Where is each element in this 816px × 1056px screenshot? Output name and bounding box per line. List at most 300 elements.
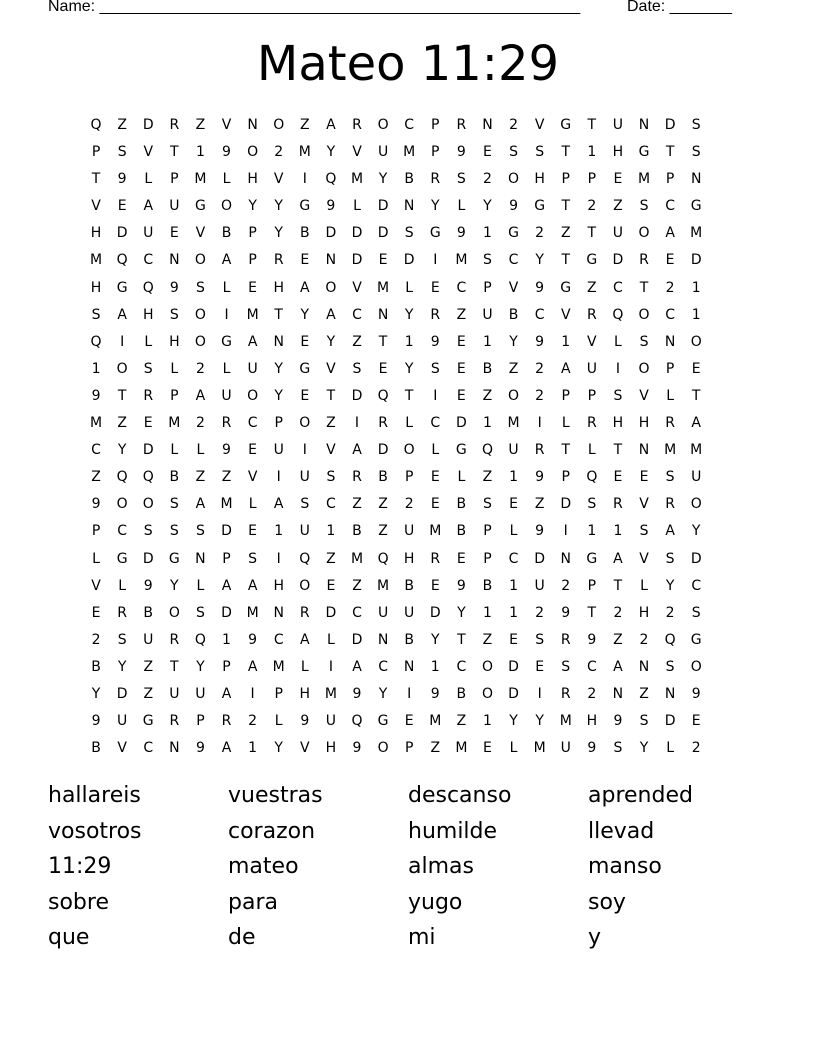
grid-letter[interactable]: Y bbox=[326, 333, 336, 350]
grid-letter[interactable]: 9 bbox=[456, 225, 466, 242]
grid-letter[interactable]: E bbox=[143, 415, 153, 432]
grid-letter[interactable]: C bbox=[456, 658, 467, 675]
grid-letter[interactable]: R bbox=[560, 685, 571, 702]
grid-letter[interactable]: Z bbox=[456, 306, 467, 323]
grid-letter[interactable]: V bbox=[273, 171, 284, 188]
grid-letter[interactable]: E bbox=[300, 387, 310, 404]
grid-letter[interactable]: G bbox=[221, 333, 232, 350]
grid-letter[interactable]: C bbox=[586, 658, 597, 675]
grid-letter[interactable]: U bbox=[377, 604, 389, 621]
grid-letter[interactable]: D bbox=[221, 523, 232, 540]
grid-letter[interactable]: R bbox=[299, 604, 310, 621]
grid-letter[interactable]: H bbox=[299, 685, 311, 702]
grid-letter[interactable]: 9 bbox=[300, 713, 310, 730]
grid-letter[interactable]: M bbox=[690, 225, 703, 242]
grid-letter[interactable]: H bbox=[403, 550, 415, 567]
grid-letter[interactable]: U bbox=[221, 387, 232, 404]
grid-letter[interactable]: Z bbox=[143, 658, 154, 675]
grid-letter[interactable]: V bbox=[534, 117, 545, 133]
grid-letter[interactable]: S bbox=[483, 252, 492, 269]
grid-letter[interactable]: U bbox=[586, 360, 597, 377]
grid-letter[interactable]: Y bbox=[665, 577, 675, 594]
grid-letter[interactable]: 2 bbox=[404, 496, 414, 513]
grid-letter[interactable]: N bbox=[638, 117, 650, 133]
grid-letter[interactable]: A bbox=[117, 306, 127, 323]
grid-letter[interactable]: E bbox=[248, 279, 258, 296]
grid-letter[interactable]: D bbox=[377, 225, 389, 242]
grid-letter[interactable]: Z bbox=[300, 117, 310, 133]
grid-letter[interactable]: A bbox=[665, 225, 675, 242]
grid-letter[interactable]: Z bbox=[378, 523, 388, 540]
grid-letter[interactable]: 9 bbox=[613, 713, 623, 730]
grid-letter[interactable]: O bbox=[508, 171, 520, 188]
grid-letter[interactable]: D bbox=[403, 252, 415, 269]
grid-letter[interactable]: S bbox=[404, 225, 414, 242]
grid-letter[interactable]: S bbox=[169, 306, 179, 323]
grid-letter[interactable]: R bbox=[169, 713, 180, 730]
grid-letter[interactable]: O bbox=[377, 117, 389, 133]
grid-letter[interactable]: 1 bbox=[561, 333, 571, 350]
grid-letter[interactable]: H bbox=[90, 279, 102, 296]
grid-letter[interactable]: A bbox=[326, 117, 336, 133]
grid-letter[interactable]: E bbox=[300, 252, 310, 269]
grid-letter[interactable]: L bbox=[222, 360, 231, 377]
grid-letter[interactable]: H bbox=[612, 144, 624, 161]
grid-letter[interactable]: A bbox=[300, 279, 310, 296]
grid-letter[interactable]: P bbox=[483, 550, 492, 567]
grid-letter[interactable]: T bbox=[561, 144, 571, 161]
grid-letter[interactable]: E bbox=[456, 333, 466, 350]
grid-letter[interactable]: V bbox=[91, 577, 101, 594]
grid-letter[interactable]: P bbox=[170, 171, 179, 188]
grid-letter[interactable]: Y bbox=[404, 306, 414, 323]
grid-letter[interactable]: Z bbox=[482, 631, 493, 648]
grid-letter[interactable]: 2 bbox=[639, 631, 649, 648]
grid-letter[interactable]: A bbox=[221, 577, 232, 594]
grid-letter[interactable]: A bbox=[273, 496, 284, 513]
grid-letter[interactable]: S bbox=[143, 523, 153, 540]
grid-letter[interactable]: B bbox=[404, 631, 414, 648]
grid-letter[interactable]: M bbox=[90, 252, 103, 269]
grid-letter[interactable]: D bbox=[377, 442, 389, 459]
grid-letter[interactable]: E bbox=[248, 442, 258, 459]
grid-letter[interactable]: T bbox=[561, 198, 571, 215]
grid-letter[interactable]: S bbox=[691, 144, 701, 161]
grid-letter[interactable]: A bbox=[195, 387, 206, 404]
grid-letter[interactable]: Y bbox=[170, 577, 179, 594]
grid-letter[interactable]: O bbox=[247, 144, 259, 161]
grid-letter[interactable]: Y bbox=[509, 333, 518, 350]
grid-letter[interactable]: T bbox=[457, 631, 466, 648]
grid-letter[interactable]: I bbox=[224, 306, 229, 323]
grid-letter[interactable]: U bbox=[508, 442, 519, 459]
grid-letter[interactable]: T bbox=[170, 144, 179, 161]
grid-letter[interactable]: Y bbox=[274, 198, 283, 215]
grid-letter[interactable]: M bbox=[324, 685, 337, 702]
grid-letter[interactable]: H bbox=[638, 604, 650, 621]
grid-letter[interactable]: Z bbox=[143, 685, 154, 702]
grid-letter[interactable]: L bbox=[561, 415, 570, 432]
grid-letter[interactable]: 9 bbox=[587, 631, 597, 648]
grid-letter[interactable]: D bbox=[455, 415, 467, 432]
grid-letter[interactable]: Q bbox=[142, 279, 154, 296]
grid-letter[interactable]: 9 bbox=[222, 144, 231, 161]
grid-letter[interactable]: S bbox=[535, 144, 545, 161]
grid-letter[interactable]: O bbox=[194, 252, 206, 269]
grid-letter[interactable]: H bbox=[273, 279, 284, 296]
grid-letter[interactable]: P bbox=[665, 171, 675, 188]
grid-letter[interactable]: E bbox=[691, 713, 701, 730]
grid-letter[interactable]: T bbox=[117, 387, 127, 404]
grid-letter[interactable]: 9 bbox=[352, 740, 362, 757]
grid-letter[interactable]: S bbox=[169, 496, 179, 513]
grid-letter[interactable]: D bbox=[351, 252, 363, 269]
grid-letter[interactable]: Z bbox=[482, 469, 493, 486]
grid-letter[interactable]: 2 bbox=[535, 225, 545, 242]
grid-letter[interactable]: U bbox=[691, 469, 702, 486]
grid-letter[interactable]: L bbox=[300, 658, 309, 675]
grid-letter[interactable]: D bbox=[325, 225, 337, 242]
grid-letter[interactable]: 1 bbox=[691, 279, 701, 296]
grid-letter[interactable]: O bbox=[690, 333, 702, 350]
grid-letter[interactable]: B bbox=[352, 523, 362, 540]
grid-letter[interactable]: V bbox=[587, 333, 597, 350]
grid-letter[interactable]: Z bbox=[352, 496, 362, 513]
grid-letter[interactable]: Y bbox=[509, 713, 518, 730]
grid-letter[interactable]: V bbox=[91, 198, 101, 215]
grid-letter[interactable]: 2 bbox=[665, 604, 675, 621]
grid-letter[interactable]: 2 bbox=[535, 604, 545, 621]
grid-letter[interactable]: H bbox=[325, 740, 337, 757]
grid-letter[interactable]: R bbox=[639, 252, 649, 269]
grid-letter[interactable]: D bbox=[377, 198, 389, 215]
grid-letter[interactable]: T bbox=[691, 387, 701, 404]
grid-letter[interactable]: D bbox=[142, 442, 154, 459]
grid-letter[interactable]: 9 bbox=[143, 577, 153, 594]
grid-letter[interactable]: R bbox=[613, 496, 623, 513]
grid-letter[interactable]: 9 bbox=[561, 604, 571, 621]
grid-letter[interactable]: Y bbox=[483, 198, 492, 215]
grid-letter[interactable]: E bbox=[483, 144, 492, 161]
grid-letter[interactable]: U bbox=[612, 117, 624, 133]
grid-letter[interactable]: R bbox=[352, 117, 362, 133]
grid-letter[interactable]: L bbox=[248, 496, 257, 513]
grid-letter[interactable]: M bbox=[298, 144, 311, 161]
grid-letter[interactable]: L bbox=[196, 442, 205, 459]
grid-letter[interactable]: T bbox=[91, 171, 101, 188]
grid-letter[interactable]: N bbox=[482, 117, 493, 133]
grid-letter[interactable]: D bbox=[116, 685, 128, 702]
grid-letter[interactable]: T bbox=[404, 387, 414, 404]
grid-letter[interactable]: H bbox=[612, 415, 624, 432]
grid-letter[interactable]: L bbox=[640, 577, 648, 594]
grid-letter[interactable]: R bbox=[117, 604, 127, 621]
grid-letter[interactable]: N bbox=[169, 740, 180, 757]
grid-letter[interactable]: S bbox=[352, 360, 362, 377]
grid-letter[interactable]: M bbox=[403, 144, 416, 161]
grid-letter[interactable]: G bbox=[377, 713, 389, 730]
grid-letter[interactable]: T bbox=[378, 333, 388, 350]
grid-letter[interactable]: O bbox=[638, 225, 650, 242]
grid-letter[interactable]: M bbox=[533, 740, 546, 757]
grid-letter[interactable]: T bbox=[587, 604, 597, 621]
grid-letter[interactable]: S bbox=[665, 658, 675, 675]
grid-letter[interactable]: S bbox=[195, 279, 205, 296]
grid-letter[interactable]: P bbox=[274, 415, 283, 432]
grid-letter[interactable]: O bbox=[168, 604, 180, 621]
grid-letter[interactable]: U bbox=[299, 469, 310, 486]
grid-letter[interactable]: P bbox=[483, 279, 492, 296]
grid-letter[interactable]: Z bbox=[639, 685, 649, 702]
grid-letter[interactable]: Q bbox=[377, 387, 389, 404]
grid-letter[interactable]: 2 bbox=[587, 685, 597, 702]
grid-letter[interactable]: N bbox=[273, 333, 284, 350]
grid-letter[interactable]: O bbox=[690, 496, 702, 513]
grid-letter[interactable]: C bbox=[508, 252, 519, 269]
grid-letter[interactable]: D bbox=[429, 604, 441, 621]
grid-letter[interactable]: L bbox=[144, 333, 153, 350]
grid-letter[interactable]: 2 bbox=[535, 360, 545, 377]
grid-letter[interactable]: M bbox=[272, 658, 285, 675]
grid-letter[interactable]: 2 bbox=[248, 713, 258, 730]
grid-letter[interactable]: N bbox=[664, 685, 676, 702]
grid-letter[interactable]: T bbox=[561, 252, 571, 269]
grid-letter[interactable]: 2 bbox=[535, 387, 545, 404]
grid-letter[interactable]: D bbox=[351, 387, 363, 404]
grid-letter[interactable]: A bbox=[221, 685, 232, 702]
grid-letter[interactable]: U bbox=[247, 360, 258, 377]
grid-letter[interactable]: 9 bbox=[509, 198, 518, 215]
grid-letter[interactable]: 9 bbox=[535, 279, 545, 296]
grid-letter[interactable]: Z bbox=[613, 198, 623, 215]
grid-letter[interactable]: E bbox=[509, 496, 518, 513]
grid-letter[interactable]: G bbox=[168, 550, 180, 567]
grid-letter[interactable]: D bbox=[351, 631, 363, 648]
grid-letter[interactable]: Y bbox=[274, 387, 283, 404]
grid-letter[interactable]: P bbox=[483, 523, 492, 540]
grid-letter[interactable]: P bbox=[404, 740, 414, 757]
grid-letter[interactable]: P bbox=[91, 144, 101, 161]
grid-letter[interactable]: A bbox=[143, 198, 154, 215]
grid-letter[interactable]: L bbox=[587, 442, 596, 459]
grid-letter[interactable]: M bbox=[507, 415, 520, 432]
grid-letter[interactable]: R bbox=[665, 496, 675, 513]
grid-letter[interactable]: O bbox=[194, 333, 206, 350]
grid-letter[interactable]: G bbox=[299, 360, 311, 377]
grid-letter[interactable]: A bbox=[613, 658, 623, 675]
grid-letter[interactable]: Y bbox=[691, 523, 701, 540]
grid-letter[interactable]: H bbox=[247, 171, 258, 188]
grid-letter[interactable]: B bbox=[299, 225, 310, 242]
grid-letter[interactable]: O bbox=[481, 658, 493, 675]
grid-letter[interactable]: N bbox=[560, 550, 571, 567]
grid-letter[interactable]: 9 bbox=[535, 523, 545, 540]
grid-letter[interactable]: M bbox=[377, 577, 390, 594]
grid-letter[interactable]: 9 bbox=[326, 198, 336, 215]
grid-letter[interactable]: D bbox=[690, 252, 702, 269]
grid-letter[interactable]: L bbox=[509, 523, 518, 540]
grid-letter[interactable]: O bbox=[299, 415, 311, 432]
grid-letter[interactable]: V bbox=[326, 442, 336, 459]
grid-letter[interactable]: L bbox=[405, 279, 414, 296]
grid-letter[interactable]: I bbox=[407, 685, 412, 702]
grid-letter[interactable]: Y bbox=[378, 685, 388, 702]
grid-letter[interactable]: N bbox=[664, 333, 676, 350]
grid-letter[interactable]: I bbox=[354, 415, 360, 432]
grid-letter[interactable]: M bbox=[455, 740, 468, 757]
grid-letter[interactable]: I bbox=[120, 333, 125, 350]
grid-letter[interactable]: N bbox=[169, 252, 180, 269]
grid-letter[interactable]: U bbox=[117, 713, 128, 730]
grid-letter[interactable]: P bbox=[587, 387, 597, 404]
grid-letter[interactable]: N bbox=[325, 252, 337, 269]
grid-letter[interactable]: S bbox=[430, 360, 440, 377]
grid-letter[interactable]: 9 bbox=[91, 496, 101, 513]
grid-letter[interactable]: N bbox=[690, 171, 702, 188]
grid-letter[interactable]: G bbox=[690, 631, 702, 648]
grid-letter[interactable]: 9 bbox=[430, 333, 440, 350]
grid-letter[interactable]: N bbox=[377, 306, 389, 323]
grid-letter[interactable]: V bbox=[247, 469, 258, 486]
grid-letter[interactable]: T bbox=[326, 387, 336, 404]
grid-letter[interactable]: Y bbox=[117, 442, 127, 459]
grid-letter[interactable]: D bbox=[664, 117, 676, 133]
grid-letter[interactable]: T bbox=[561, 442, 571, 459]
grid-letter[interactable]: U bbox=[169, 198, 180, 215]
grid-letter[interactable]: L bbox=[666, 740, 675, 757]
grid-letter[interactable]: 9 bbox=[456, 577, 466, 594]
grid-letter[interactable]: G bbox=[560, 117, 572, 133]
grid-letter[interactable]: Y bbox=[378, 171, 388, 188]
grid-letter[interactable]: S bbox=[587, 496, 597, 513]
grid-letter[interactable]: O bbox=[377, 740, 389, 757]
grid-letter[interactable]: S bbox=[613, 740, 623, 757]
grid-letter[interactable]: I bbox=[276, 469, 281, 486]
grid-letter[interactable]: B bbox=[378, 469, 388, 486]
grid-letter[interactable]: 2 bbox=[195, 415, 205, 432]
grid-letter[interactable]: Q bbox=[142, 469, 154, 486]
grid-letter[interactable]: A bbox=[326, 306, 336, 323]
grid-letter[interactable]: D bbox=[351, 225, 363, 242]
grid-letter[interactable]: V bbox=[352, 279, 362, 296]
grid-letter[interactable]: 2 bbox=[665, 279, 675, 296]
grid-letter[interactable]: 1 bbox=[222, 631, 231, 648]
grid-letter[interactable]: R bbox=[273, 252, 284, 269]
grid-letter[interactable]: R bbox=[534, 442, 545, 459]
grid-letter[interactable]: O bbox=[299, 577, 311, 594]
grid-letter[interactable]: P bbox=[196, 713, 205, 730]
grid-letter[interactable]: N bbox=[638, 658, 650, 675]
grid-letter[interactable]: V bbox=[195, 225, 206, 242]
grid-letter[interactable]: B bbox=[456, 523, 467, 540]
grid-letter[interactable]: T bbox=[170, 658, 179, 675]
grid-letter[interactable]: O bbox=[638, 360, 650, 377]
grid-letter[interactable]: Z bbox=[352, 333, 362, 350]
grid-letter[interactable]: H bbox=[169, 333, 180, 350]
grid-letter[interactable]: Q bbox=[90, 333, 102, 350]
grid-letter[interactable]: A bbox=[247, 658, 258, 675]
grid-letter[interactable]: V bbox=[639, 387, 649, 404]
grid-letter[interactable]: U bbox=[612, 225, 624, 242]
grid-letter[interactable]: T bbox=[587, 117, 597, 133]
grid-letter[interactable]: N bbox=[273, 604, 284, 621]
grid-letter[interactable]: E bbox=[613, 469, 623, 486]
grid-letter[interactable]: 1 bbox=[91, 360, 101, 377]
grid-letter[interactable]: 2 bbox=[195, 360, 205, 377]
grid-letter[interactable]: E bbox=[326, 577, 336, 594]
grid-letter[interactable]: U bbox=[143, 631, 154, 648]
grid-letter[interactable]: 9 bbox=[91, 387, 101, 404]
grid-letter[interactable]: R bbox=[378, 415, 388, 432]
grid-letter[interactable]: 1 bbox=[482, 333, 492, 350]
grid-letter[interactable]: S bbox=[326, 469, 336, 486]
grid-letter[interactable]: V bbox=[639, 496, 649, 513]
grid-letter[interactable]: C bbox=[143, 252, 154, 269]
grid-letter[interactable]: O bbox=[247, 387, 259, 404]
grid-letter[interactable]: Y bbox=[300, 306, 310, 323]
grid-letter[interactable]: S bbox=[456, 171, 466, 188]
grid-letter[interactable]: R bbox=[456, 117, 467, 133]
grid-letter[interactable]: O bbox=[194, 306, 206, 323]
grid-letter[interactable]: R bbox=[430, 306, 441, 323]
grid-letter[interactable]: D bbox=[142, 117, 154, 133]
grid-letter[interactable]: Z bbox=[534, 496, 545, 513]
grid-letter[interactable]: M bbox=[350, 550, 364, 567]
grid-letter[interactable]: Y bbox=[535, 713, 544, 730]
grid-letter[interactable]: C bbox=[273, 631, 284, 648]
grid-letter[interactable]: D bbox=[664, 713, 676, 730]
grid-letter[interactable]: Y bbox=[639, 740, 649, 757]
grid-letter[interactable]: L bbox=[431, 442, 440, 459]
grid-letter[interactable]: D bbox=[221, 604, 232, 621]
grid-letter[interactable]: U bbox=[273, 442, 284, 459]
grid-letter[interactable]: 9 bbox=[587, 740, 597, 757]
grid-letter[interactable]: I bbox=[302, 442, 307, 459]
grid-letter[interactable]: G bbox=[586, 252, 598, 269]
grid-letter[interactable]: Z bbox=[117, 415, 127, 432]
grid-letter[interactable]: C bbox=[430, 415, 441, 432]
grid-letter[interactable]: 9 bbox=[430, 685, 440, 702]
grid-letter[interactable]: C bbox=[665, 198, 675, 215]
grid-letter[interactable]: H bbox=[90, 225, 102, 242]
grid-letter[interactable]: I bbox=[537, 415, 542, 432]
grid-letter[interactable]: B bbox=[91, 658, 101, 675]
grid-letter[interactable]: H bbox=[534, 171, 545, 188]
grid-letter[interactable]: C bbox=[613, 279, 623, 296]
grid-letter[interactable]: I bbox=[537, 685, 542, 702]
grid-letter[interactable]: Z bbox=[195, 469, 206, 486]
grid-letter[interactable]: M bbox=[168, 415, 181, 432]
grid-letter[interactable]: A bbox=[560, 360, 571, 377]
grid-letter[interactable]: P bbox=[665, 360, 675, 377]
grid-letter[interactable]: G bbox=[116, 279, 128, 296]
grid-letter[interactable]: 1 bbox=[248, 740, 258, 757]
grid-letter[interactable]: B bbox=[456, 496, 467, 513]
grid-letter[interactable]: S bbox=[195, 604, 205, 621]
grid-letter[interactable]: S bbox=[300, 496, 310, 513]
grid-letter[interactable]: U bbox=[169, 685, 180, 702]
grid-letter[interactable]: C bbox=[456, 279, 467, 296]
grid-letter[interactable]: I bbox=[563, 523, 568, 540]
grid-letter[interactable]: U bbox=[560, 740, 571, 757]
grid-letter[interactable]: O bbox=[142, 496, 154, 513]
grid-letter[interactable]: D bbox=[325, 604, 337, 621]
grid-letter[interactable]: G bbox=[534, 198, 546, 215]
grid-letter[interactable]: 9 bbox=[195, 740, 205, 757]
grid-letter[interactable]: 1 bbox=[326, 523, 336, 540]
grid-letter[interactable]: Y bbox=[117, 658, 127, 675]
grid-letter[interactable]: S bbox=[509, 144, 518, 161]
